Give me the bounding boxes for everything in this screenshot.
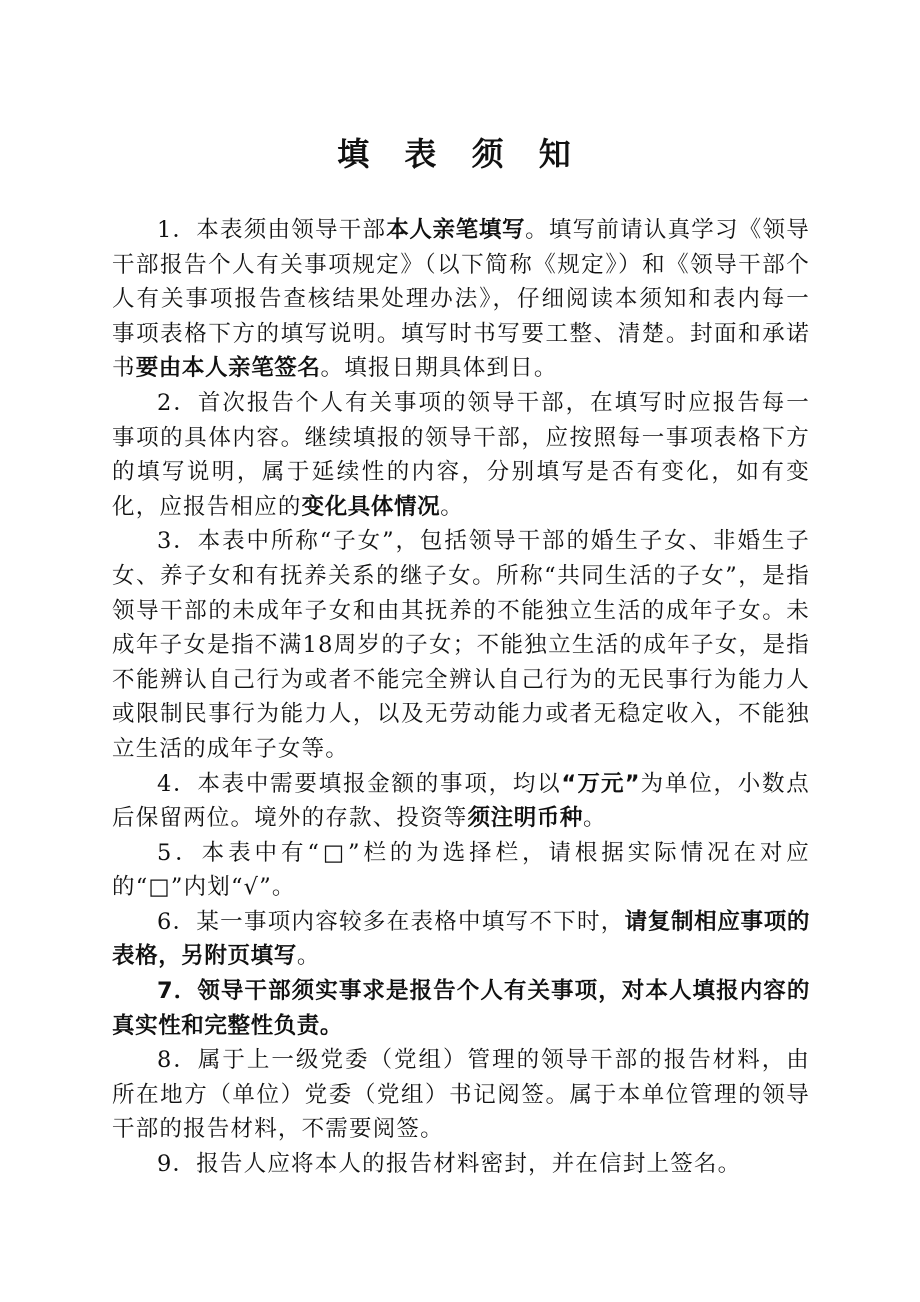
notice-text: 。填报日期具体到日。 bbox=[320, 355, 558, 382]
notice-text: 。 bbox=[583, 805, 607, 832]
notice-text: 9．报告人应将本人的报告材料密封，并在信封上签名。 bbox=[157, 1151, 742, 1178]
notice-text: 。 bbox=[296, 943, 321, 970]
notice-item-5 bbox=[112, 836, 810, 905]
notice-text: 为单位，小数点后保留两位。境外的存款、投资等 bbox=[112, 770, 810, 832]
page-title: 填 表 须 知 bbox=[337, 135, 583, 173]
notice-body bbox=[112, 213, 810, 1182]
notice-item-2 bbox=[112, 386, 810, 524]
emphasis-text: 要由本人亲笔签名 bbox=[135, 355, 321, 382]
notice-text: 。 bbox=[440, 493, 464, 520]
notice-item-8 bbox=[112, 1043, 810, 1147]
notice-text: 2．首次报告个人有关事项的领导干部，在填写时应报告每一事项的具体内容。继续填报的领导干部，应按照每一事项表格下方的填写说明，属于延续性的内容，分别填写是否有变化，如有变化，应报告相应的 bbox=[112, 389, 810, 520]
notice-text: 。填写前请认真学习《领导干部报告个人有关事项规定》（以下简称《规定》）和《领导干部个人有关事项报告查核结果处理办法》，仔细阅读本须知和表内每一事项表格下方的填写说明。填写时书写要工整、清楚。封面和承诺书 bbox=[112, 217, 810, 382]
notice-text: 3．本表中所称“子女”，包括领导干部的婚生子女、非婚生子女、养子女和有抚养关系的继子女。所称“共同生活的子女”，是指领导干部的未成年子女和由其抚养的不能独立生活的成年子女。未成年子女是指不满18周岁的子女；不能独立生活的成年子女，是指不能辨认自己行为或者不能完全辨认自己行为的无民事行为能力人或限制民事行为能力人，以及无劳动能力或者无稳定收入，不能独立生活的成年子女等。 bbox=[112, 528, 810, 762]
notice-item-9 bbox=[112, 1147, 810, 1182]
notice-text: 4．本表中需要填报金额的事项，均以 bbox=[157, 770, 562, 797]
notice-text: 1．本表须由领导干部 bbox=[157, 217, 387, 243]
emphasis-text: 本人亲笔填写 bbox=[386, 217, 526, 243]
notice-item-1 bbox=[112, 213, 810, 386]
notice-item-4 bbox=[112, 767, 810, 836]
emphasis-text: 须注明币种 bbox=[467, 805, 584, 832]
notice-text: 5．本表中有“□”栏的为选择栏，请根据实际情况在对应的“□”内划“√”。 bbox=[112, 839, 810, 901]
emphasis-text: 请复制相应事项的表格，另附页填写 bbox=[112, 908, 810, 970]
notice-item-3 bbox=[112, 524, 810, 766]
notice-text: 8．属于上一级党委（党组）管理的领导干部的报告材料，由所在地方（单位）党委（党组）书记阅签。属于本单位管理的领导干部的报告材料，不需要阅签。 bbox=[112, 1047, 810, 1143]
emphasis-text: 变化具体情况 bbox=[301, 493, 441, 520]
notice-item-6 bbox=[112, 905, 810, 974]
emphasis-text: “万元” bbox=[561, 770, 641, 797]
notice-item-7 bbox=[112, 974, 810, 1043]
notice-text: 6．某一事项内容较多在表格中填写不下时， bbox=[157, 908, 625, 935]
emphasis-text: 7．领导干部须实事求是报告个人有关事项，对本人填报内容的真实性和完整性负责。 bbox=[112, 978, 810, 1039]
